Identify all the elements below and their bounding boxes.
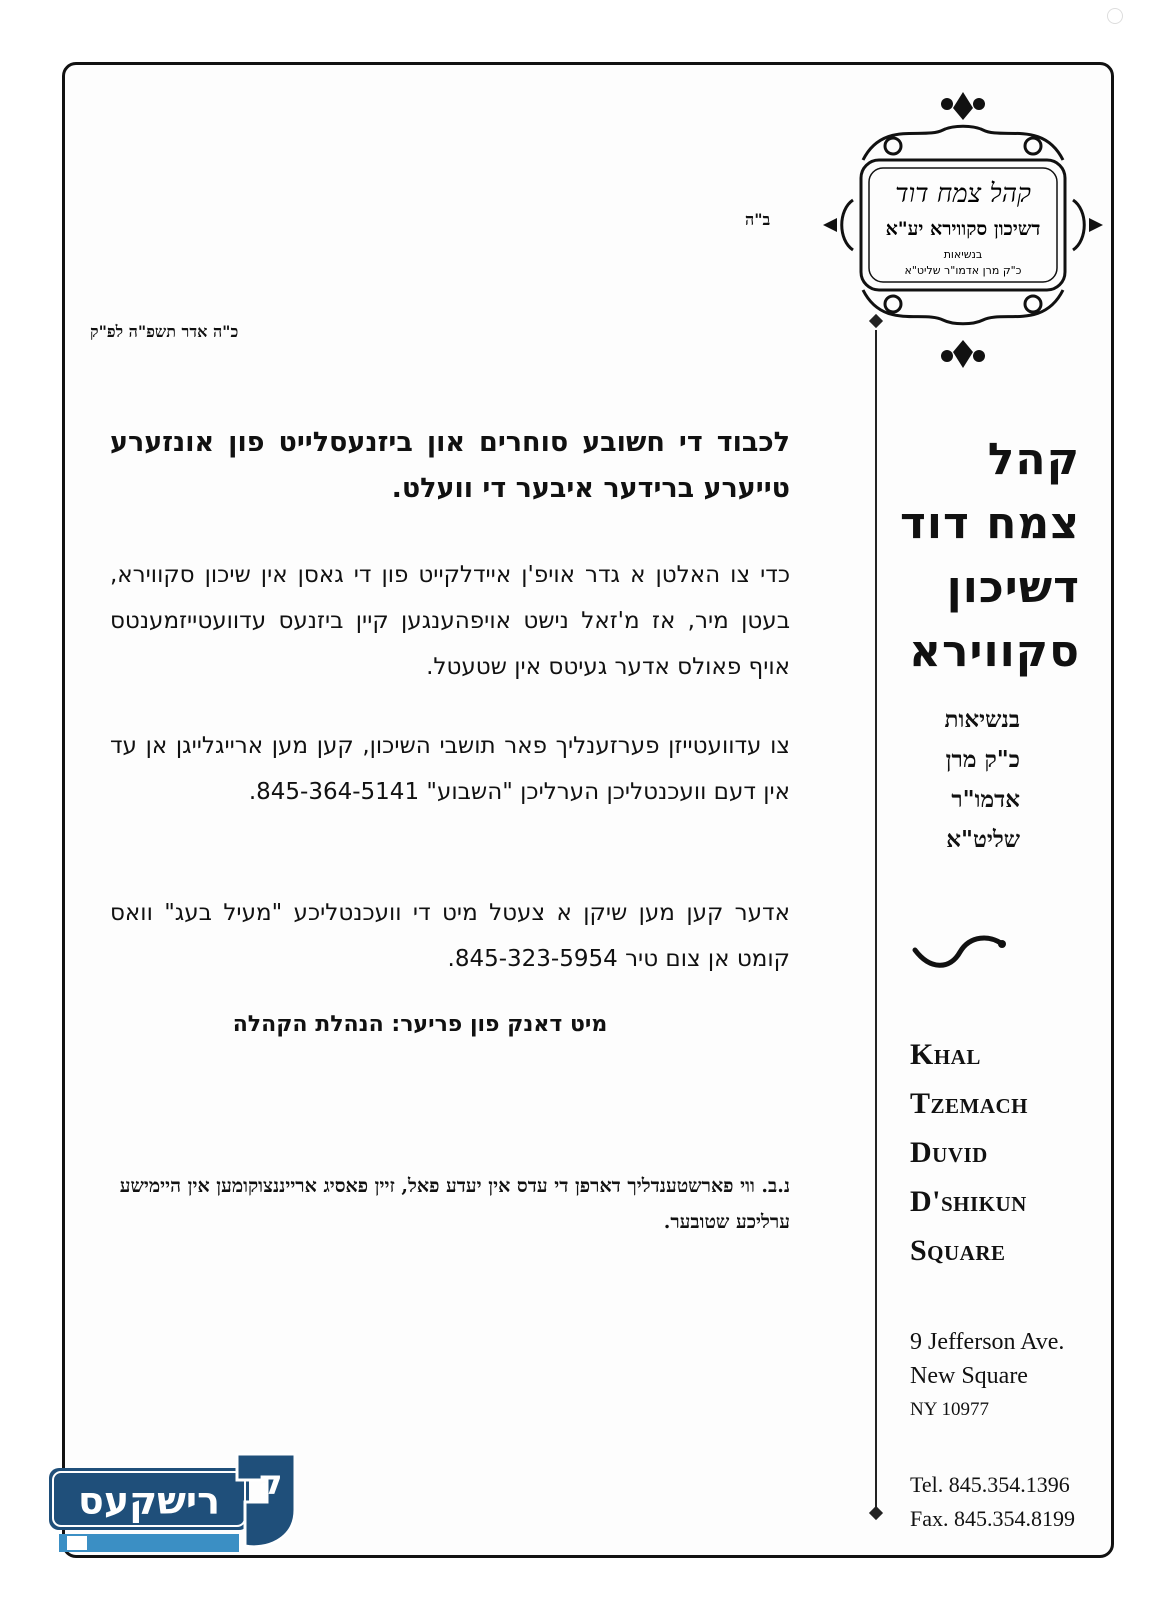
hebrew-name-line: דשיכון <box>946 562 1080 613</box>
patron-line: בנשיאות <box>944 706 1020 733</box>
hebrew-name-line: סקווירא <box>909 626 1080 677</box>
patron-line: אדמו"ר <box>951 786 1020 813</box>
congregation-seal <box>823 90 1103 370</box>
sidebar-address <box>910 1325 1110 1427</box>
patron-line: כ"ק מרן <box>945 746 1020 773</box>
letter-paragraph-1: כדי צו האלטן א גדר אויפ'ן איידלקייט פון די גאסן אין שיכון סקווירא, בעטן מיר, אז מ'זאל נישט אויפהענגען קיין ביזנעס עדוועטייזמענטס אויף פאולס אדער געיטס אין שטעטל. <box>110 562 790 680</box>
patron-line: שליט"א <box>946 826 1020 853</box>
address-city: New Square <box>910 1363 1028 1389</box>
watermark-logo <box>45 1450 305 1560</box>
letter-postscript: נ.ב. ווי פארשטענדליך דארפן די עדס אין יעדע פאל, זיין פאסיג ארייננצוקומען אין היימישע ערליכע שטובער. <box>119 1175 790 1233</box>
seal-line4-text: כ"ק מרן אדמו"ר שליט"א <box>904 264 1022 277</box>
address-street: 9 Jefferson Ave. <box>910 1329 1065 1355</box>
letter-signoff: מיט דאנק פון פריער: הנהלת הקהלה <box>232 1012 608 1037</box>
letter-paragraph-3: אדער קען מען שיקן א צעטל מיט די וועכנטליכע "מעיל בעג" וואס קומט אן צום טיר 845-323-5954. <box>110 900 790 972</box>
telephone: Tel. 845.354.1396 <box>910 1472 1070 1497</box>
letter-paragraph-2: צו עדוועטייזן פערזענליך פאר תושבי השיכון, קען מען ארייגלייגן אן עד אין דעם וועכנטליכן הערליכן "השבוע" 845-364-5141. <box>110 733 790 805</box>
bh-mark: ב"ה <box>745 210 771 229</box>
sidebar-english-name <box>910 1030 1110 1275</box>
sidebar-contact <box>910 1468 1110 1536</box>
english-name-line: Khal <box>910 1038 981 1071</box>
letter-date: כ"ה אדר תשפ"ה לפ"ק <box>90 322 239 341</box>
english-name-line: D'shikun <box>910 1185 1027 1218</box>
english-name-line: Duvid <box>910 1136 988 1169</box>
logo-letter: ק <box>257 1463 283 1503</box>
ornament-swirl-icon <box>910 930 1010 970</box>
vertical-divider <box>875 330 877 1515</box>
seal-top-text: קהל צמח דוד <box>895 179 1031 209</box>
fax: Fax. 845.354.8199 <box>910 1506 1075 1531</box>
seal-middle-text: דשיכון סקווירא יע"א <box>885 218 1041 240</box>
english-name-line: Tzemach <box>910 1087 1029 1120</box>
letter-salutation: לכבוד די חשובע סוחרים און ביזנעסלייט פון אונזערע טייערע ברידער איבער די וועלט. <box>110 427 790 504</box>
seal-line3-text: בנשיאות <box>943 248 983 261</box>
sidebar-hebrew-name <box>900 428 1080 684</box>
hebrew-name-line: צמח דוד <box>900 498 1080 549</box>
english-name-line: Square <box>910 1234 1006 1267</box>
hebrew-name-line: קהל <box>987 434 1080 485</box>
address-state-zip: NY 10977 <box>910 1399 989 1420</box>
logo-text: רישקעס <box>78 1479 220 1523</box>
sidebar-patron <box>900 700 1020 860</box>
corner-mark <box>1107 8 1123 24</box>
